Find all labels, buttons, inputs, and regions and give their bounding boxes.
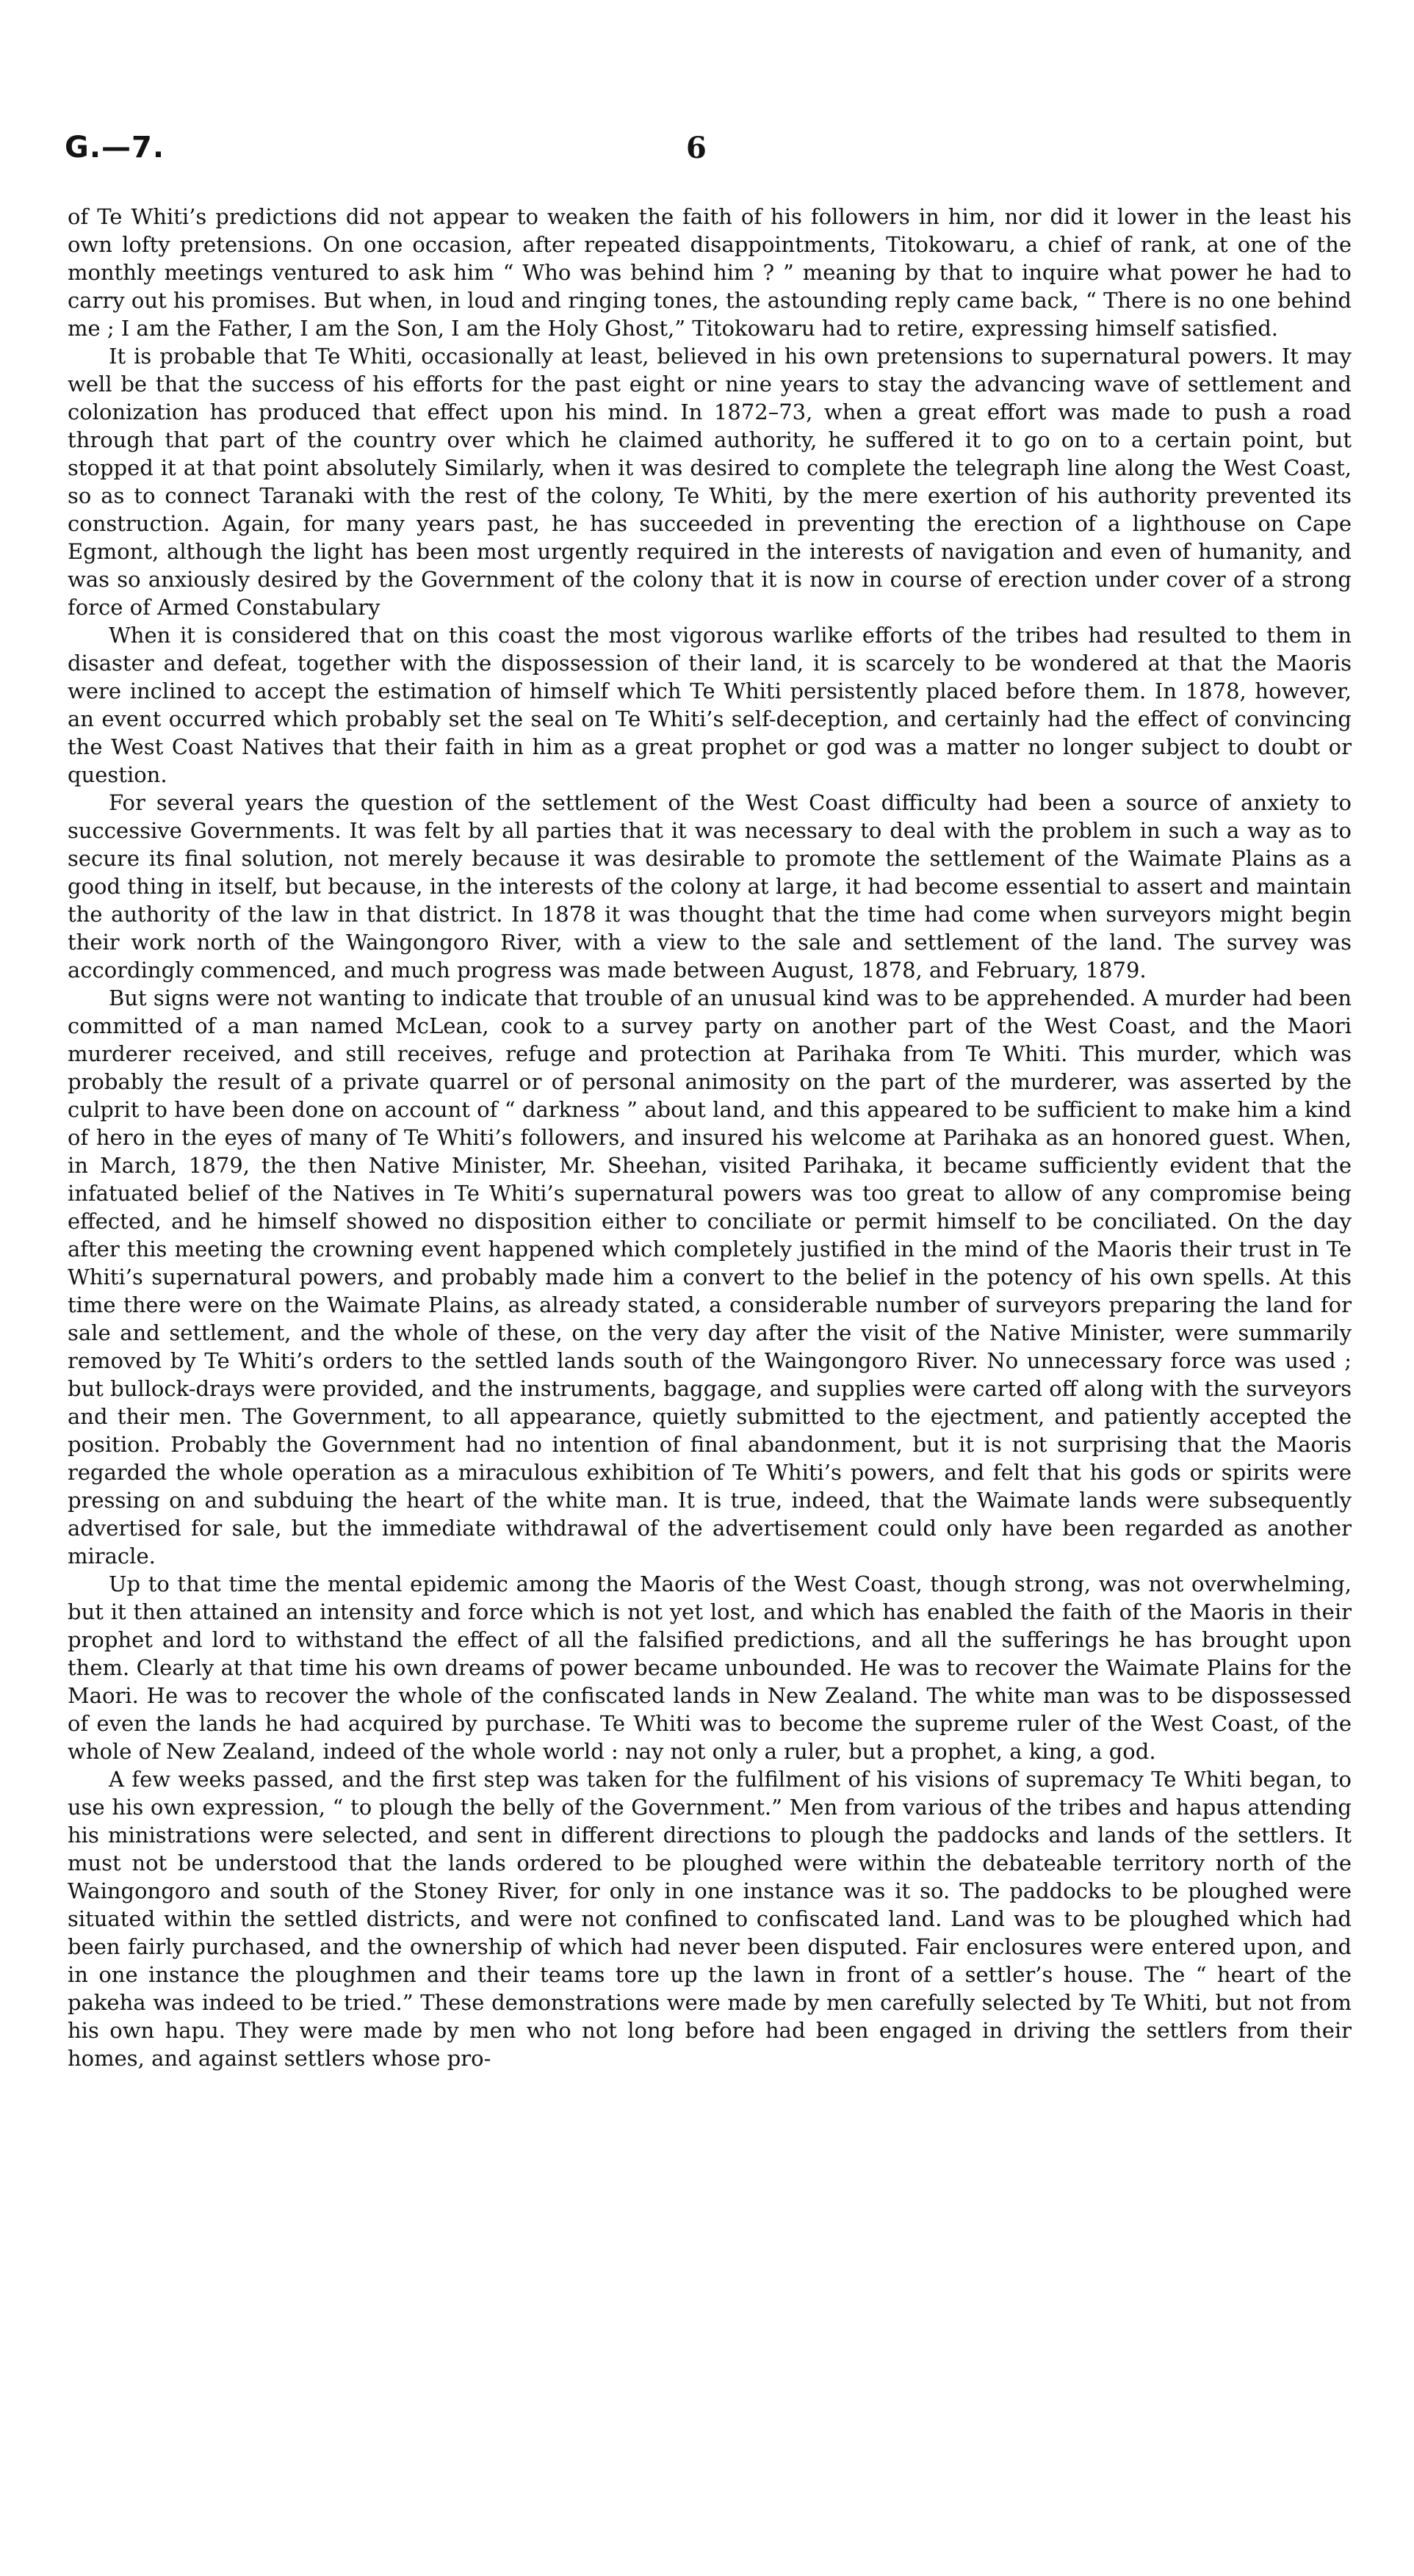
paragraph: of Te Whiti’s predictions did not appear to weaken the faith of his followers in him, nor did it lower in the least his own lofty pretensions. On one occasion, after repeated disappointments, Titokowaru, a chief of rank, at one of the monthly meetings ventured to ask him “ Who was behind him ? ” meaning by that to inquire what power he had to carry out his promises. But when, in loud and ringing tones, the astounding reply came back, “ There is no one behind me ; I am the Father, I am the Son, I am the Holy Ghost,” Titokowaru had to retire, expressing himself satisfied. [68,204,1352,341]
paragraph: For several years the question of the settlement of the West Coast difficulty had been a source of anxiety to successive Governments. It was felt by all parties that it was necessary to deal with the problem in such a way as to secure its final solution, not merely because it was desirable to promote the settlement of the Waimate Plains as a good thing in itself, but because, in the interests of the colony at large, it had become essential to assert and maintain the authority of the law in that district. In 1878 it was thought that the time had come when surveyors might begin their work north of the Waingongoro River, with a view to the sale and settlement of the land. The survey was accordingly commenced, and much progress was made between August, 1878, and February, 1879. [68,790,1352,983]
page-header [65,131,1357,172]
paragraph: It is probable that Te Whiti, occasionally at least, believed in his own pretensions to supernatural powers. It may well be that the success of his efforts for the past eight or nine years to stay the advancing wave of settlement and colonization has produced that effect upon his mind. In 1872–73, when a great effort was made to push a road through that part of the country over which he claimed authority, he suffered it to go on to a certain point, but stopped it at that point absolutely Similarly, when it was desired to complete the telegraph line along the West Coast, so as to connect Taranaki with the rest of the colony, Te Whiti, by the mere exertion of his authority prevented its construction. Again, for many years past, he has succeeded in preventing the erection of a lighthouse on Cape Egmont, although the light has been most urgently required in the interests of navigation and even of humanity, and was so anxiously desired by the Government of the colony that it is now in course of erection under cover of a strong force of Armed Constabulary [68,344,1352,620]
body-text [68,203,1352,2072]
page-number: 6 [686,131,707,165]
paragraph: When it is considered that on this coast the most vigorous warlike efforts of the tribes had resulted to them in disaster and defeat, together with the dispossession of their land, it is scarcely to be wondered at that the Maoris were inclined to accept the estimation of himself which Te Whiti persistently placed before them. In 1878, however, an event occurred which probably set the seal on Te Whiti’s self-deception, and certainly had the effect of convincing the West Coast Natives that their faith in him as a great prophet or god was a matter no longer subject to doubt or question. [68,623,1352,787]
paragraph: But signs were not wanting to indicate that trouble of an unusual kind was to be apprehended. A murder had been committed of a man named McLean, cook to a survey party on another part of the West Coast, and the Maori murderer received, and still receives, refuge and protection at Parihaka from Te Whiti. This murder, which was probably the result of a private quarrel or of personal animosity on the part of the murderer, was asserted by the culprit to have been done on account of “ darkness ” about land, and this appeared to be sufficient to make him a kind of hero in the eyes of many of Te Whiti’s followers, and insured his welcome at Parihaka as an honored guest. When, in March, 1879, the then Native Minister, Mr. Sheehan, visited Parihaka, it became sufficiently evident that the infatuated belief of the Natives in Te Whiti’s supernatural powers was too great to allow of any compromise being effected, and he himself showed no disposition either to conciliate or permit himself to be conciliated. On the day after this meeting the crowning event happened which completely justified in the mind of the Maoris their trust in Te Whiti’s supernatural powers, and probably made him a convert to the belief in the potency of his own spells. At this time there were on the Waimate Plains, as already stated, a considerable number of surveyors preparing the land for sale and settlement, and the whole of these, on the very day after the visit of the Native Minister, were summarily removed by Te Whiti’s orders to the settled lands south of the Waingongoro River. No unnecessary force was used ; but bullock-drays were provided, and the instruments, baggage, and supplies were carted off along with the surveyors and their men. The Government, to all appearance, quietly submitted to the ejectment, and patiently accepted the position. Probably the Government had no intention of final abandonment, but it is not surprising that the Maoris regarded the whole operation as a miraculous exhibition of Te Whiti’s powers, and felt that his gods or spirits were pressing on and subduing the heart of the white man. It is true, indeed, that the Waimate lands were subsequently advertised for sale, but the immediate withdrawal of the advertisement could only have been regarded as another miracle. [68,985,1352,1569]
paragraph: A few weeks passed, and the first step was taken for the fulfilment of his visions of supremacy Te Whiti began, to use his own expression, “ to plough the belly of the Government.” Men from various of the tribes and hapus attending his ministrations were selected, and sent in different directions to plough the paddocks and lands of the settlers. It must not be understood that the lands ordered to be ploughed were within the debateable territory north of the Waingongoro and south of the Stoney River, for only in one instance was it so. The paddocks to be ploughed were situated within the settled districts, and were not confined to confiscated land. Land was to be ploughed which had been fairly purchased, and the ownership of which had never been disputed. Fair enclosures were entered upon, and in one instance the ploughmen and their teams tore up the lawn in front of a settler’s house. The “ heart of the pakeha was indeed to be tried.” These demonstrations were made by men carefully selected by Te Whiti, but not from his own hapu. They were made by men who not long before had been engaged in driving the settlers from their homes, and against settlers whose pro- [68,1767,1352,2071]
document-reference: G.—7. [65,131,165,164]
paragraph: Up to that time the mental epidemic among the Maoris of the West Coast, though strong, was not overwhelming, but it then attained an intensity and force which is not yet lost, and which has enabled the faith of the Maoris in their prophet and lord to withstand the effect of all the falsified predictions, and all the sufferings he has brought upon them. Clearly at that time his own dreams of power became unbounded. He was to recover the Waimate Plains for the Maori. He was to recover the whole of the confiscated lands in New Zealand. The white man was to be dispossessed of even the lands he had acquired by purchase. Te Whiti was to become the supreme ruler of the West Coast, of the whole of New Zealand, indeed of the whole world : nay not only a ruler, but a prophet, a king, a god. [68,1571,1352,1764]
